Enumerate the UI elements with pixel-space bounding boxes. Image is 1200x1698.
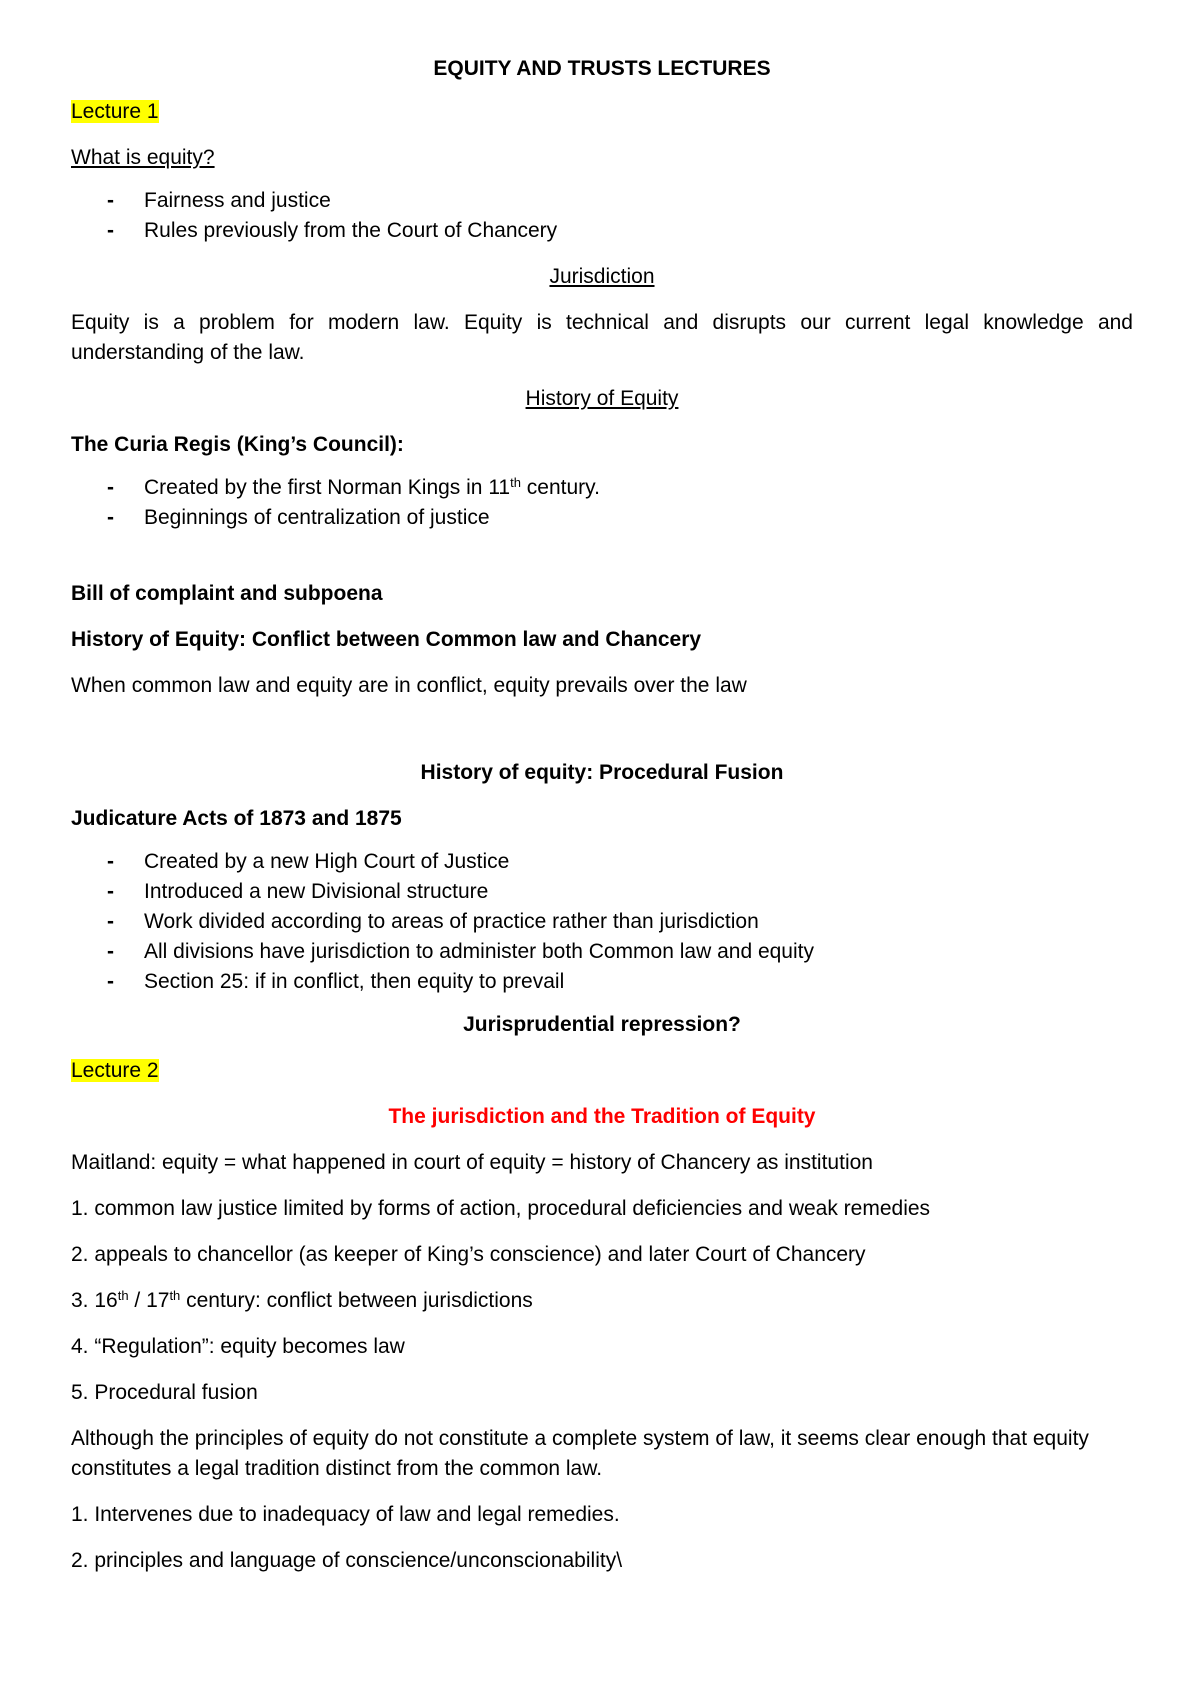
legal-tradition-paragraph: Although the principles of equity do not constitute a complete system of law, it seems clear enough that equity constitutes a legal tradition distinct from the common law.	[71, 1427, 1089, 1480]
history-point-2: 2. appeals to chancellor (as keeper of King’s conscience) and later Court of Chancery	[71, 1243, 866, 1266]
list-item: - Beginnings of centralization of justice	[71, 503, 1133, 533]
list-item: - Rules previously from the Court of Chancery	[71, 216, 1133, 246]
list-item: - All divisions have jurisdiction to administer both Common law and equity	[71, 937, 1133, 967]
document-title: EQUITY AND TRUSTS LECTURES	[433, 57, 771, 80]
judicature-acts-heading: Judicature Acts of 1873 and 1875	[71, 807, 402, 830]
tradition-of-equity-heading: The jurisdiction and the Tradition of Equity	[388, 1105, 816, 1128]
lecture-1-label: Lecture 1	[71, 100, 159, 123]
jurisdiction-paragraph: Equity is a problem for modern law. Equity is technical and disrupts our current legal knowledge and understanding of the law.	[71, 311, 1133, 364]
what-is-equity-list	[71, 186, 1133, 246]
jurisdiction-heading: Jurisdiction	[549, 265, 655, 288]
list-item: - Fairness and justice	[71, 186, 1133, 216]
judicature-acts-list	[71, 847, 1133, 997]
curia-regis-list	[71, 473, 1133, 533]
dash-bullet-icon: -	[107, 476, 114, 499]
document-body	[71, 52, 1133, 1576]
conflict-paragraph: When common law and equity are in conflict, equity prevails over the law	[71, 674, 747, 697]
dash-bullet-icon: -	[107, 970, 114, 993]
what-is-equity-heading: What is equity?	[71, 146, 215, 169]
dash-bullet-icon: -	[107, 506, 114, 529]
curia-regis-heading: The Curia Regis (King’s Council):	[71, 433, 404, 456]
bill-of-complaint-heading: Bill of complaint and subpoena	[71, 582, 383, 605]
dash-bullet-icon: -	[107, 850, 114, 873]
jurisprudential-repression-heading: Jurisprudential repression?	[463, 1013, 741, 1036]
history-of-equity-heading: History of Equity	[525, 387, 679, 410]
tradition-point-1: 1. Intervenes due to inadequacy of law and legal remedies.	[71, 1503, 620, 1526]
list-item: - Work divided according to areas of practice rather than jurisdiction	[71, 907, 1133, 937]
dash-bullet-icon: -	[107, 910, 114, 933]
list-item: - Section 25: if in conflict, then equity to prevail	[71, 967, 1133, 997]
list-item: - Introduced a new Divisional structure	[71, 877, 1133, 907]
dash-bullet-icon: -	[107, 880, 114, 903]
lecture-2-label: Lecture 2	[71, 1059, 159, 1082]
list-item: - Created by the first Norman Kings in 11th century.	[71, 473, 1133, 503]
dash-bullet-icon: -	[107, 189, 114, 212]
dash-bullet-icon: -	[107, 940, 114, 963]
dash-bullet-icon: -	[107, 219, 114, 242]
tradition-point-2: 2. principles and language of conscience/unconscionability\	[71, 1549, 623, 1572]
history-point-1: 1. common law justice limited by forms of action, procedural deficiencies and weak remedies	[71, 1197, 931, 1220]
list-item: - Created by a new High Court of Justice	[71, 847, 1133, 877]
history-point-4: 4. “Regulation”: equity becomes law	[71, 1335, 405, 1358]
history-point-3: 3. 16th / 17th century: conflict between jurisdictions	[71, 1288, 533, 1312]
history-point-5: 5. Procedural fusion	[71, 1381, 258, 1404]
maitland-paragraph: Maitland: equity = what happened in court of equity = history of Chancery as institution	[71, 1151, 873, 1174]
procedural-fusion-heading: History of equity: Procedural Fusion	[420, 761, 784, 784]
conflict-heading: History of Equity: Conflict between Common law and Chancery	[71, 628, 702, 651]
